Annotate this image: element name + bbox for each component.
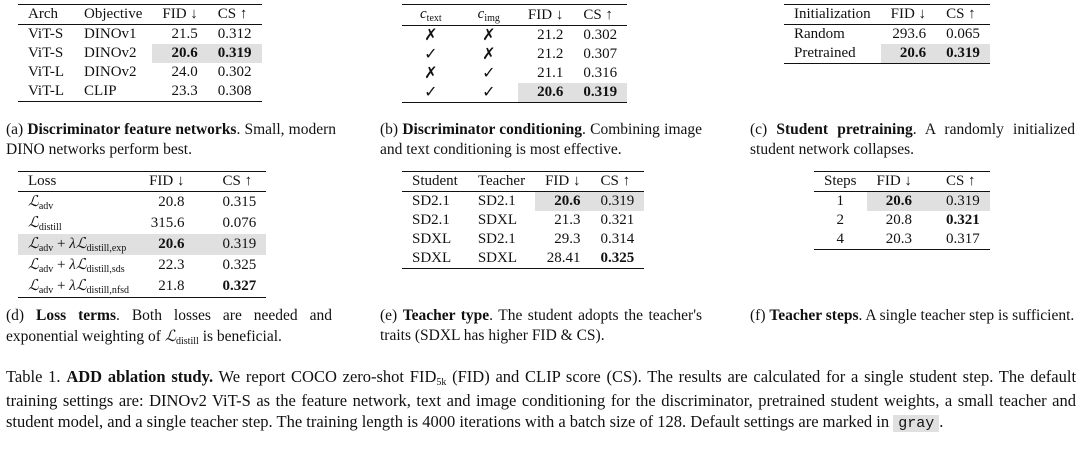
header-cs: CS ↑ xyxy=(217,6,248,22)
table-b xyxy=(402,4,627,103)
loss-cell: ℒ$_{adv}$ + λℒ$_{distill,exp}$ xyxy=(18,234,139,255)
cell: 0.312 xyxy=(217,26,252,42)
caption-label: (c) xyxy=(750,121,768,138)
header-c-img: $c_{img}$ xyxy=(477,6,500,24)
panel-f xyxy=(814,171,990,250)
table-row xyxy=(402,64,627,83)
cell: 0.315 xyxy=(222,194,257,210)
cell: ViT-L xyxy=(28,64,65,80)
table-row xyxy=(402,83,627,103)
table-caption: Table 1. ADD ablation study. We report COCO zero-shot FID5k (FID) and CLIP score (CS). The results are calculated for a single student step. The default training settings are: DINOv2 ViT-S as the feature network, text and image conditioning for the discriminator, pretrained student weights, a small teacher and student model, and a single teacher step. The training length is 4000 iterations with a batch size of 128. Default settings are marked in gray . xyxy=(6,367,1077,432)
cell-default: 20.6 xyxy=(881,44,936,64)
table-d xyxy=(18,171,266,298)
caption-title: Discriminator conditioning xyxy=(402,121,582,138)
cell: DINOv1 xyxy=(84,26,137,42)
panel-a xyxy=(18,4,262,102)
table-row xyxy=(18,44,262,63)
loss-cell: ℒ$_{distill}$ xyxy=(28,213,62,233)
table-row xyxy=(814,192,990,212)
cell: 21.3 xyxy=(554,212,581,228)
cell: 21.2 xyxy=(537,46,564,62)
caption-text: . The student adopts the teacher's traits (SDXL has higher FID & CS). xyxy=(380,307,703,344)
cell: SDXL xyxy=(412,231,452,247)
cell-default: 20.6 xyxy=(152,44,207,63)
table-title: ADD ablation study. xyxy=(66,367,214,386)
header-fid: FID ↓ xyxy=(149,173,185,189)
cell: ViT-S xyxy=(28,26,64,42)
cell: 0.302 xyxy=(583,27,618,43)
cell: 0.076 xyxy=(222,215,257,231)
cell-default: 0.319 xyxy=(208,44,262,63)
table-row xyxy=(18,25,262,45)
loss-cell: ℒ$_{adv}$ + λℒ$_{distill,sds}$ xyxy=(28,255,125,275)
cell-default: 20.6 xyxy=(535,192,590,212)
cell: DINOv2 xyxy=(84,45,137,61)
cell: CLIP xyxy=(84,83,117,99)
caption-text: . Both losses are needed and exponential weighting of xyxy=(6,307,332,345)
table-row xyxy=(18,213,266,234)
caption-title: Teacher type xyxy=(402,307,490,324)
cell: 21.5 xyxy=(171,26,198,42)
header-cs: CS ↑ xyxy=(583,6,613,23)
cell: 29.3 xyxy=(554,231,581,247)
header-fid: FID ↓ xyxy=(527,6,564,23)
caption-d: (d) Loss terms. Both losses are needed and exponential weighting of ℒdistill is beneficial. xyxy=(6,307,332,347)
caption-label: (e) xyxy=(380,307,398,324)
cell: 22.3 xyxy=(158,257,185,273)
cell-default: 20.6 xyxy=(867,192,922,212)
table-row xyxy=(402,211,644,230)
header-arch: Arch xyxy=(28,6,58,22)
cell: 0.314 xyxy=(600,231,635,247)
caption-text: . Small, modern DINO networks perform best. xyxy=(6,121,336,158)
table-number: Table 1. xyxy=(6,367,61,386)
caption-text: We report COCO zero-shot FID xyxy=(218,367,437,386)
cell: 0.307 xyxy=(583,46,618,62)
cell: SDXL xyxy=(477,250,518,266)
cell: SD2.1 xyxy=(412,193,450,209)
cell: 315.6 xyxy=(150,215,185,231)
table-row xyxy=(18,82,262,102)
cell: 2 xyxy=(836,212,844,228)
cell: 0.321 xyxy=(600,212,635,228)
header-student: Student xyxy=(412,173,458,189)
gray-swatch: gray xyxy=(893,415,939,432)
table-a xyxy=(18,4,262,102)
panel-c xyxy=(784,4,990,64)
cell-default: 0.319 xyxy=(922,192,990,212)
cell: 20.8 xyxy=(885,212,912,228)
cell: 0.317 xyxy=(945,231,980,247)
cell: 0.308 xyxy=(217,83,252,99)
cell: DINOv2 xyxy=(84,64,137,80)
caption-text: (FID) and CLIP score (CS). The results are calculated for a single student step. The default training settings are: DINOv2 ViT-S as the feature network, text and image conditioning for the discriminator, pretrained student weights, a small teacher and student model, and a single teacher step. The training length is 4000 iterations with a batch size of 128. Default settings are marked in xyxy=(6,367,1077,431)
caption-f xyxy=(750,306,1075,326)
caption-label: (f) xyxy=(750,307,766,324)
cell: SDXL xyxy=(412,250,452,266)
cell: SD2.1 xyxy=(412,212,450,228)
loss-cell: ℒ$_{adv}$ + λℒ$_{distill,nfsd}$ xyxy=(28,276,130,296)
check-icon: ✓ xyxy=(482,65,496,82)
cell: 21.2 xyxy=(537,27,564,43)
header-fid: FID ↓ xyxy=(545,173,581,189)
caption-text: . A single teacher step is sufficient. xyxy=(858,307,1075,324)
cell: 0.325 xyxy=(600,250,635,266)
cross-icon: ✗ xyxy=(424,65,438,82)
caption-title: Discriminator feature networks xyxy=(27,121,237,138)
header-steps: Steps xyxy=(824,173,857,189)
header-loss: Loss xyxy=(28,173,57,189)
table-row xyxy=(18,276,266,298)
caption-subscript: 5k xyxy=(436,377,447,388)
caption-text: . A randomly initialized student network collapses. xyxy=(750,121,1075,158)
header-fid: FID ↓ xyxy=(162,6,198,22)
table-e xyxy=(402,171,644,269)
cell: 24.0 xyxy=(171,64,198,80)
table-row xyxy=(784,44,990,64)
cell: 0.327 xyxy=(222,278,257,294)
caption-label: (b) xyxy=(380,121,399,138)
cell: 293.6 xyxy=(892,26,927,42)
panel-d xyxy=(18,171,266,298)
check-icon: ✓ xyxy=(424,84,438,101)
cell: 0.065 xyxy=(946,26,980,42)
cell-default: 0.319 xyxy=(591,192,645,212)
check-icon: ✓ xyxy=(424,46,438,63)
header-cs: CS ↑ xyxy=(945,173,976,189)
table-row xyxy=(784,25,990,45)
table-row xyxy=(402,249,644,269)
header-fid: FID ↓ xyxy=(890,6,927,22)
cell: 23.3 xyxy=(171,83,198,99)
table-f xyxy=(814,171,990,250)
table-row xyxy=(814,211,990,230)
header-cs: CS ↑ xyxy=(600,173,631,189)
caption-text: is beneficial. xyxy=(198,328,282,345)
caption-title: Loss terms xyxy=(36,307,116,324)
cell: SD2.1 xyxy=(477,231,516,247)
caption-e xyxy=(380,306,702,346)
cross-icon: ✗ xyxy=(482,46,496,63)
table-row xyxy=(814,230,990,250)
panel-b xyxy=(402,4,627,103)
panel-e xyxy=(402,171,644,269)
table-row xyxy=(18,234,266,255)
cell-default: 0.319 xyxy=(936,44,990,64)
table-row xyxy=(402,45,627,64)
header-cs: CS ↑ xyxy=(946,6,976,22)
cell: SD2.1 xyxy=(477,193,516,209)
caption-title: Teacher steps xyxy=(769,307,859,324)
header-c-text: $c_{text}$ xyxy=(420,6,442,24)
table-row xyxy=(18,192,266,214)
caption-title: Student pretraining xyxy=(776,121,913,138)
loss-cell: ℒ$_{adv}$ xyxy=(28,192,54,212)
table-c xyxy=(784,4,990,64)
header-cs: CS ↑ xyxy=(222,173,253,189)
cell-default: 20.6 xyxy=(139,234,194,255)
cell: 0.321 xyxy=(945,212,980,228)
cell: SDXL xyxy=(477,212,518,228)
table-row xyxy=(18,255,266,276)
cell: 20.8 xyxy=(158,194,185,210)
cell: Pretrained xyxy=(794,45,856,61)
cell: Random xyxy=(794,26,845,42)
cell: 28.41 xyxy=(546,250,581,266)
table-row xyxy=(402,192,644,212)
cell: 21.1 xyxy=(537,65,564,81)
caption-label: (a) xyxy=(6,121,24,138)
table-row xyxy=(402,26,627,46)
cell-default: 0.319 xyxy=(194,234,266,255)
cell: 20.3 xyxy=(885,231,912,247)
header-teacher: Teacher xyxy=(477,173,526,189)
caption-c xyxy=(750,120,1075,160)
caption-a xyxy=(6,120,336,160)
cell: 4 xyxy=(836,231,844,247)
table-row xyxy=(18,63,262,82)
table-row xyxy=(402,230,644,249)
cell: ViT-S xyxy=(28,45,64,61)
cell: 0.316 xyxy=(583,65,618,81)
check-icon: ✓ xyxy=(482,84,496,101)
cell-default: 0.319 xyxy=(573,83,627,103)
cross-icon: ✗ xyxy=(482,27,496,44)
cell: 0.325 xyxy=(222,257,257,273)
header-initialization: Initialization xyxy=(794,6,871,22)
cell: 1 xyxy=(836,193,844,209)
cell: ViT-L xyxy=(28,83,65,99)
cell: 0.302 xyxy=(217,64,252,80)
header-objective: Objective xyxy=(84,6,143,22)
caption-label: (d) xyxy=(6,307,25,324)
cross-icon: ✗ xyxy=(424,27,438,44)
header-fid: FID ↓ xyxy=(876,173,912,189)
cell-default: 20.6 xyxy=(518,83,573,103)
cell: 21.8 xyxy=(158,278,185,294)
caption-text: . Combining image and text conditioning is most effective. xyxy=(380,121,703,158)
caption-b xyxy=(380,120,702,160)
